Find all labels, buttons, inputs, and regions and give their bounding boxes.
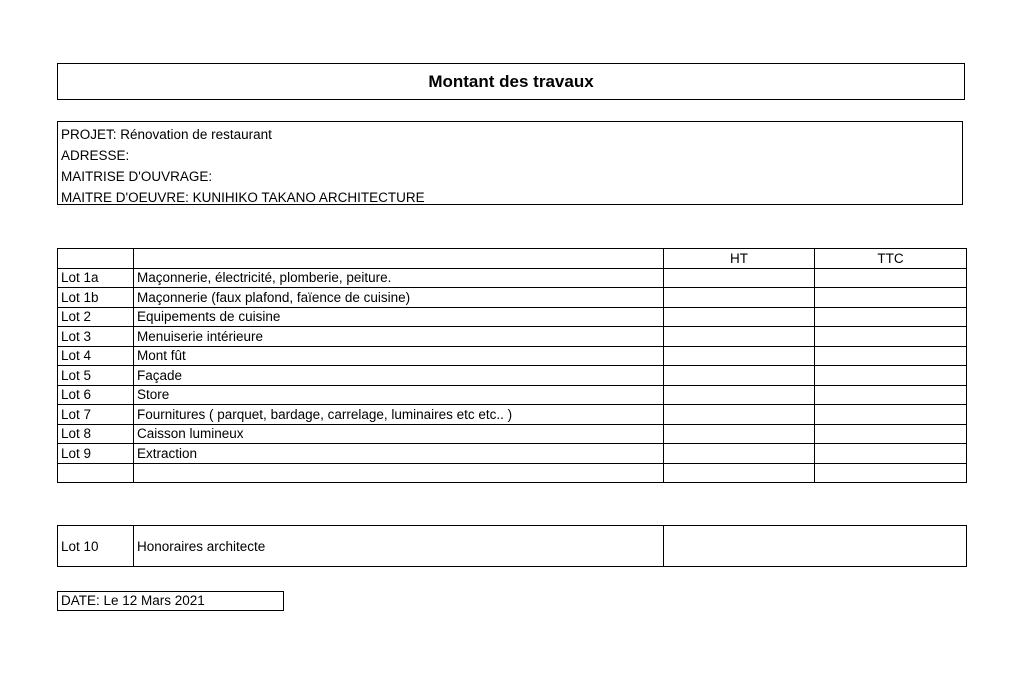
lot-cell	[58, 463, 134, 483]
header-cell-lot	[58, 249, 134, 269]
lots-table	[57, 248, 967, 483]
table-row	[58, 463, 967, 483]
table-row	[58, 444, 967, 464]
ht-cell[interactable]	[664, 307, 815, 327]
ttc-cell[interactable]	[815, 307, 967, 327]
lot-cell: Lot 9	[58, 444, 134, 464]
fees-row	[58, 526, 967, 567]
project-owner: MAITRISE D'OUVRAGE:	[61, 169, 213, 184]
ttc-cell[interactable]	[815, 366, 967, 386]
description-cell: Store	[134, 385, 664, 405]
description-cell: Façade	[134, 366, 664, 386]
table-row	[58, 385, 967, 405]
ht-cell[interactable]	[664, 405, 815, 425]
fees-lot-cell: Lot 10	[58, 526, 134, 567]
document-title-box	[57, 63, 965, 100]
ttc-cell[interactable]	[815, 346, 967, 366]
project-architect: MAITRE D'OEUVRE: KUNIHIKO TAKANO ARCHITECTURE	[61, 190, 425, 205]
ht-cell[interactable]	[664, 463, 815, 483]
table-row	[58, 327, 967, 347]
project-info-box	[57, 121, 963, 205]
lot-cell: Lot 3	[58, 327, 134, 347]
header-cell-ht: HT	[664, 249, 815, 269]
ttc-cell[interactable]	[815, 385, 967, 405]
ttc-cell[interactable]	[815, 288, 967, 308]
project-address: ADRESSE:	[61, 148, 130, 163]
header-cell-ttc: TTC	[815, 249, 967, 269]
description-cell: Maçonnerie (faux plafond, faïence de cuisine)	[134, 288, 664, 308]
description-cell: Extraction	[134, 444, 664, 464]
ht-cell[interactable]	[664, 424, 815, 444]
table-row	[58, 424, 967, 444]
lot-cell: Lot 2	[58, 307, 134, 327]
project-name: PROJET: Rénovation de restaurant	[61, 127, 272, 142]
ht-cell[interactable]	[664, 346, 815, 366]
lot-cell: Lot 7	[58, 405, 134, 425]
table-row	[58, 307, 967, 327]
date-box: DATE: Le 12 Mars 2021	[57, 591, 284, 611]
ttc-cell[interactable]	[815, 405, 967, 425]
description-cell	[134, 463, 664, 483]
lot-cell: Lot 1a	[58, 268, 134, 288]
table-row	[58, 346, 967, 366]
ttc-cell[interactable]	[815, 327, 967, 347]
description-cell: Mont fût	[134, 346, 664, 366]
ht-cell[interactable]	[664, 288, 815, 308]
ttc-cell[interactable]	[815, 424, 967, 444]
description-cell: Equipements de cuisine	[134, 307, 664, 327]
ht-cell[interactable]	[664, 327, 815, 347]
table-row	[58, 288, 967, 308]
ht-cell[interactable]	[664, 385, 815, 405]
ht-cell[interactable]	[664, 444, 815, 464]
description-cell: Menuiserie intérieure	[134, 327, 664, 347]
lot-cell: Lot 6	[58, 385, 134, 405]
fees-description-cell: Honoraires architecte	[134, 526, 664, 567]
header-cell-description	[134, 249, 664, 269]
lot-cell: Lot 1b	[58, 288, 134, 308]
ttc-cell[interactable]	[815, 463, 967, 483]
ttc-cell[interactable]	[815, 444, 967, 464]
lot-cell: Lot 4	[58, 346, 134, 366]
ttc-cell[interactable]	[815, 268, 967, 288]
description-cell: Fournitures ( parquet, bardage, carrelage, luminaires etc etc.. )	[134, 405, 664, 425]
table-row	[58, 366, 967, 386]
document-title: Montant des travaux	[428, 71, 594, 91]
architect-fees-table	[57, 525, 967, 567]
fees-amount-cell[interactable]	[664, 526, 967, 567]
lot-cell: Lot 8	[58, 424, 134, 444]
description-cell: Maçonnerie, électricité, plomberie, peiture.	[134, 268, 664, 288]
description-cell: Caisson lumineux	[134, 424, 664, 444]
lot-cell: Lot 5	[58, 366, 134, 386]
table-row	[58, 268, 967, 288]
table-row	[58, 405, 967, 425]
ht-cell[interactable]	[664, 366, 815, 386]
table-header-row	[58, 249, 967, 269]
ht-cell[interactable]	[664, 268, 815, 288]
